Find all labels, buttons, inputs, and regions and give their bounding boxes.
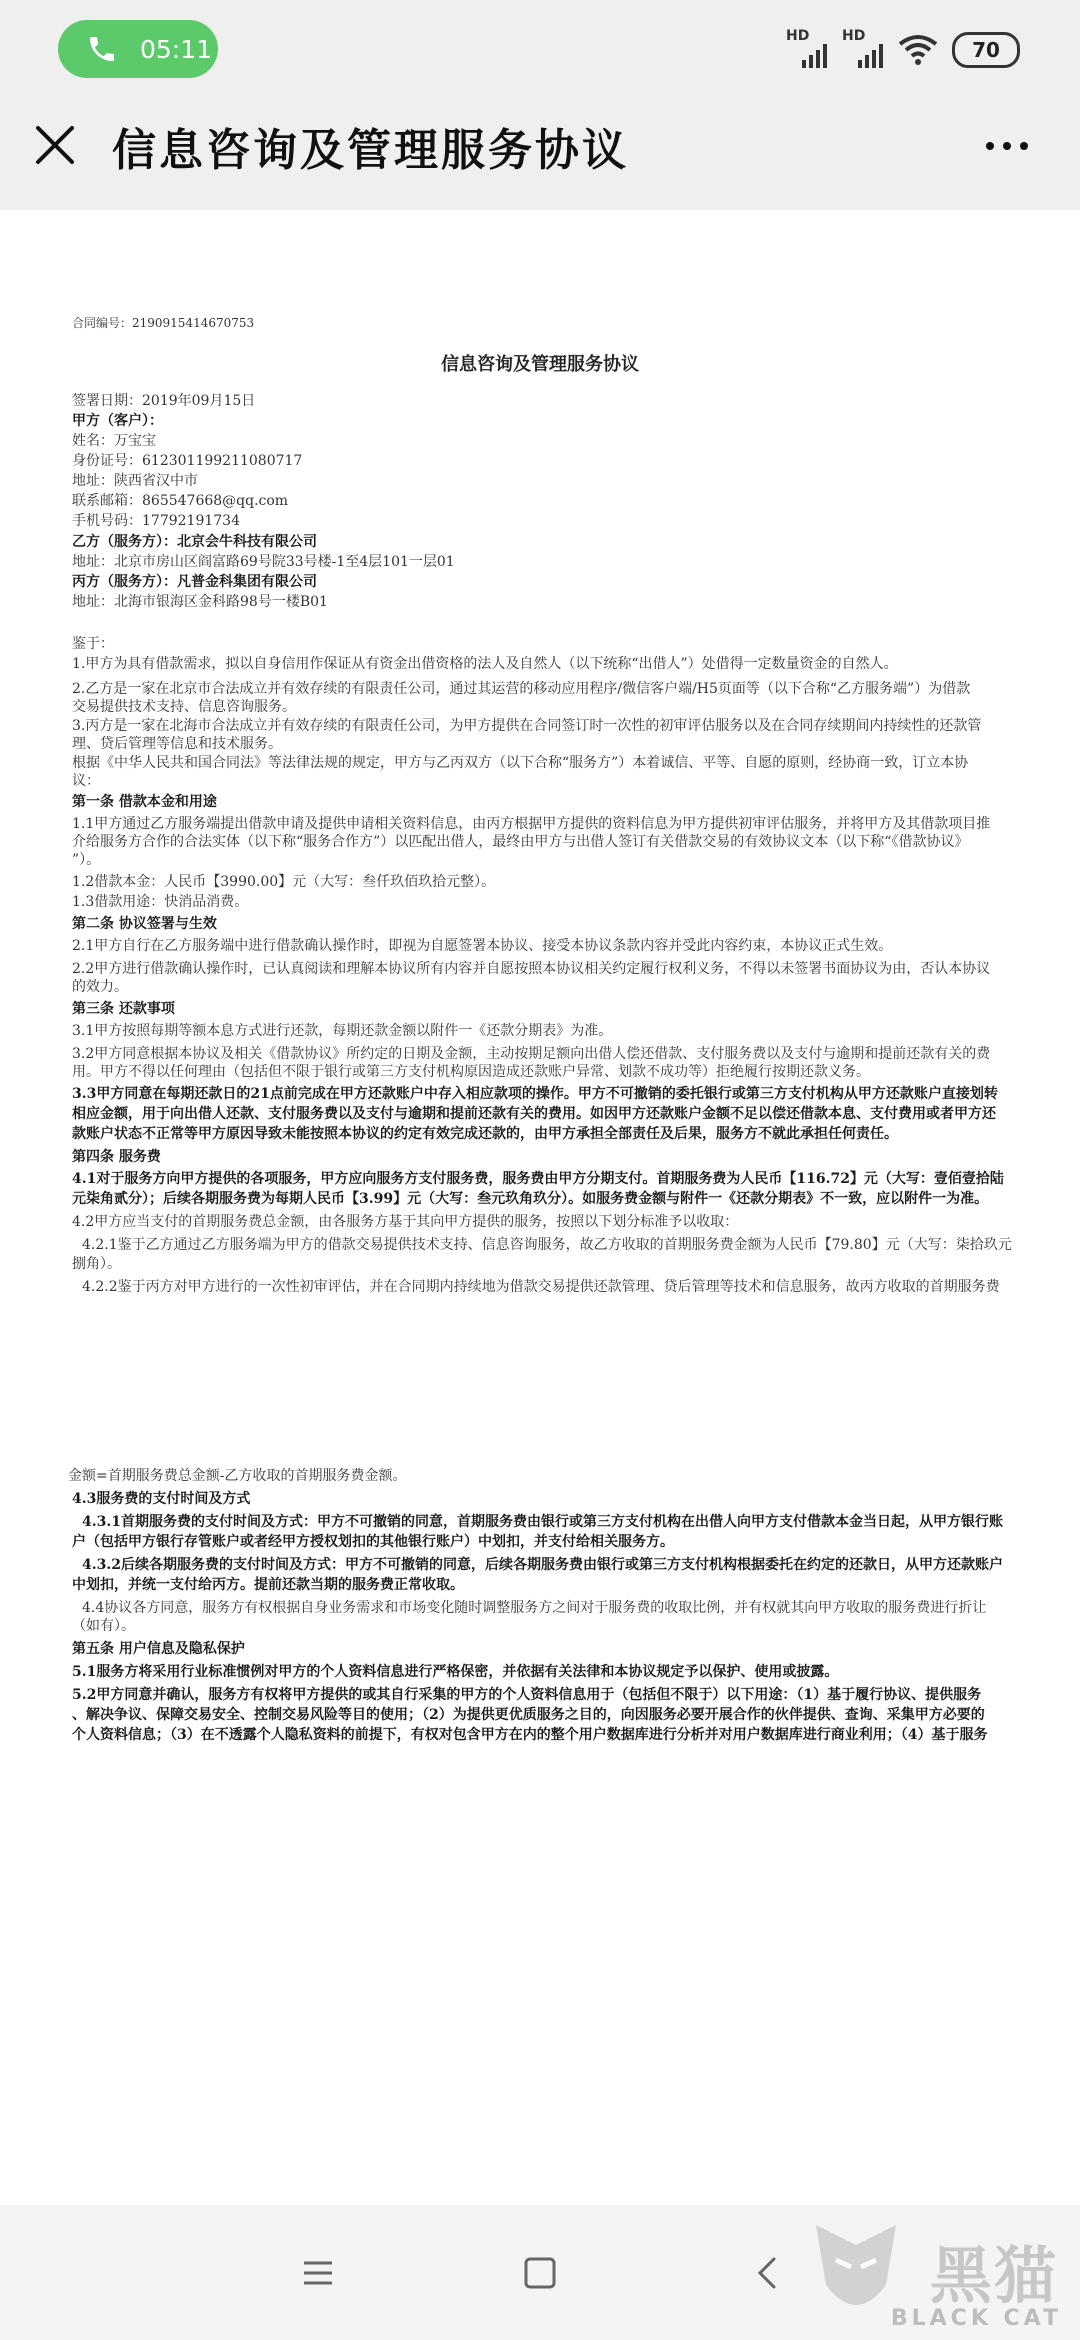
document-line: 3.3甲方同意在每期还款日的21点前完成在甲方还款账户中存入相应款项的操作。甲方不可撤销的委托银行或第三方支付机构从甲方还款账户直接划转 [72, 1086, 998, 1102]
document-line: 户（包括甲方银行存管账户或者经甲方授权划扣的其他银行账户）中划扣，并支付给相关服务方。 [72, 1534, 674, 1550]
document-line: 4.2.2鉴于丙方对甲方进行的一次性初审评估，并在合同期内持续地为借款交易提供还款管理、贷后管理等技术和信息服务，故丙方收取的首期服务费 [82, 1279, 1000, 1295]
document-line: 3.1甲方按照每期等额本息方式进行还款，每期还款金额以附件一《还款分期表》为准。 [72, 1023, 613, 1039]
document-line: 4.1对于服务方向甲方提供的各项服务，甲方应向服务方支付服务费，服务费由甲方分期支付。首期服务费为人民币【116.72】元（大写：壹佰壹拾陆 [72, 1171, 1004, 1187]
document-line: 丙方（服务方）：凡普金科集团有限公司 [72, 574, 317, 590]
document-line: 2.乙方是一家在北京市合法成立并有效存续的有限责任公司，通过其运营的移动应用程序/微信客户端/H5页面等（以下合称“乙方服务端”）为借款 [72, 681, 971, 697]
document-line: 4.3.2后续各期服务费的支付时间及方式：甲方不可撤销的同意，后续各期服务费由银行或第三方支付机构根据委托在约定的还款日，从甲方还款账户 [82, 1557, 1003, 1573]
document-line: 4.3.1首期服务费的支付时间及方式：甲方不可撤销的同意，首期服务费由银行或第三方支付机构在出借人向甲方支付借款本金当日起，从甲方银行账 [82, 1514, 1003, 1530]
document-line: 根据《中华人民共和国合同法》等法律法规的规定，甲方与乙丙双方（以下合称“服务方”）本着诚信、平等、自愿的原则，经协商一致，订立本协 [72, 755, 969, 771]
document-line: 金额=首期服务费总金额-乙方收取的首期服务费金额。 [68, 1468, 407, 1484]
ongoing-call-pill[interactable] [58, 20, 218, 78]
document-line: 2.2甲方进行借款确认操作时，已认真阅读和理解本协议所有内容并自愿按照本协议相关约定履行权利义务，不得以未签署书面协议为由，否认本协议 [72, 961, 991, 977]
contract-number: 合同编号：2190915414670753 [72, 316, 255, 330]
document-line: 1.甲方为具有借款需求，拟以自身信用作保证从有资金出借资格的法人及自然人（以下统称“出借人”）处借得一定数量资金的自然人。 [72, 656, 898, 672]
document-line: 4.2甲方应当支付的首期服务费总金额，由各服务方基于其向甲方提供的服务，按照以下划分标准予以收取： [72, 1214, 739, 1230]
document-line: 个人资料信息；（3）在不透露个人隐私资料的前提下，有权对包含甲方在内的整个用户数据库进行分析并对用户数据库进行商业利用；（4）基于服务 [72, 1727, 988, 1743]
signal-icon-1: HD [786, 32, 828, 68]
document-line: 用。甲方不得以任何理由（包括但不限于银行或第三方支付机构原因造成还款账户异常、划款不成功等）拒绝履行按期还款义务。 [72, 1064, 870, 1080]
status-icons [786, 26, 1020, 74]
document-line: 4.3服务费的支付时间及方式 [72, 1491, 251, 1507]
document-title: 信息咨询及管理服务协议 [441, 354, 639, 375]
more-options-icon[interactable] [982, 126, 1032, 166]
close-icon[interactable] [32, 122, 78, 168]
document-line: 交易提供技术支持、信息咨询服务。 [72, 699, 296, 715]
document-line: 的效力。 [72, 979, 128, 995]
document-line: 第五条 用户信息及隐私保护 [72, 1641, 245, 1657]
signal-icon-2: HD [842, 32, 884, 68]
document-line: （如有）。 [72, 1618, 135, 1634]
status-bar [0, 0, 1080, 100]
document-line: 1.3借款用途：快消品消费。 [72, 894, 249, 910]
document-line: 中划扣，并统一支付给丙方。提前还款当期的服务费正常收取。 [72, 1577, 464, 1593]
document-line: 1.1甲方通过乙方服务端提出借款申请及提供申请相关资料信息，由丙方根据甲方提供的资料信息为甲方提供初审评估服务，并将甲方及其借款项目推 [72, 816, 991, 832]
document-line: 元柒角贰分）；后续各期服务费为每期人民币【3.99】元（大写：叁元玖角玖分）。如服务费金额与附件一《还款分期表》不一致，应以附件一为准。 [72, 1191, 989, 1207]
document-line: 、解决争议、保障交易安全、控制交易风险等目的使用；（2）为提供更优质服务之目的，向因服务必要开展合作的伙伴提供、查询、采集甲方必要的 [72, 1707, 985, 1723]
document-line: 地址：陕西省汉中市 [72, 473, 198, 489]
document-line: 1.2借款本金：人民币【3990.00】元（大写：叁仟玖佰玖拾元整）。 [72, 874, 496, 890]
document-line: 第四条 服务费 [72, 1149, 161, 1165]
agreement-document[interactable] [0, 210, 1080, 2205]
document-line: 2.1甲方自行在乙方服务端中进行借款确认操作时，即视为自愿签署本协议、接受本协议条款内容并受此内容约束，本协议正式生效。 [72, 938, 893, 954]
document-line: 乙方（服务方）：北京会牛科技有限公司 [72, 534, 317, 550]
document-line: 签署日期：2019年09月15日 [72, 393, 256, 409]
document-line: 甲方（客户）： [72, 413, 163, 429]
battery-indicator: 70 [952, 32, 1020, 68]
document-line: 姓名：万宝宝 [72, 433, 156, 449]
back-chevron-icon[interactable] [740, 2245, 796, 2301]
document-line: 手机号码：17792191734 [72, 513, 240, 529]
wifi-icon [898, 34, 938, 66]
document-line: 第一条 借款本金和用途 [72, 794, 217, 810]
document-line: 款账户状态不正常等甲方原因导致未能按照本协议的约定有效完成还款的，由甲方承担全部责任及后果，服务方不就此承担任何责任。 [72, 1126, 898, 1142]
phone-icon [86, 33, 118, 65]
document-line: 鉴于： [72, 636, 114, 652]
menu-icon[interactable] [290, 2245, 346, 2301]
document-line: 4.2.1鉴于乙方通过乙方服务端为甲方的借款交易提供技术支持、信息咨询服务，故乙方收取的首期服务费金额为人民币【79.80】元（大写：柒拾玖元 [82, 1237, 1012, 1253]
title-bar [0, 100, 1080, 210]
document-line: 3.丙方是一家在北海市合法成立并有效存续的有限责任公司，为甲方提供在合同签订时一次性的初审评估服务以及在合同存续期间内持续性的还款管 [72, 718, 982, 734]
document-line: 3.2甲方同意根据本协议及相关《借款协议》所约定的日期及金额，主动按期足额向出借人偿还借款、支付服务费以及支付与逾期和提前还款有关的费 [72, 1046, 991, 1062]
document-line: 身份证号：612301199211080717 [72, 453, 303, 469]
document-line: 相应金额，用于向出借人还款、支付服务费以及支付与逾期和提前还款有关的费用。如因甲方还款账户金额不足以偿还借款本息、支付费用或者甲方还 [72, 1106, 996, 1122]
document-line: 地址：北海市银海区金科路98号一楼B01 [72, 594, 328, 610]
document-line: 地址：北京市房山区阎富路69号院33号楼-1至4层101一层01 [72, 554, 455, 570]
home-square-icon[interactable] [512, 2245, 568, 2301]
watermark-en: BLACK CAT [890, 2306, 1062, 2331]
document-line: 5.1服务方将采用行业标准惯例对甲方的个人资料信息进行严格保密，并依据有关法律和本协议规定予以保护、使用或披露。 [72, 1664, 839, 1680]
status-time: 05:11 [140, 34, 213, 64]
document-line: 理、贷后管理等信息和技术服务。 [72, 736, 282, 752]
document-line: 联系邮箱：865547668@qq.com [72, 493, 289, 509]
document-line: 第三条 还款事项 [72, 1001, 175, 1017]
page-title: 信息咨询及管理服务协议 [112, 125, 629, 176]
document-line: 介给服务方合作的合法实体（以下称“服务合作方”）以匹配出借人，最终由甲方与出借人签订有关借款交易的有效协议文本（以下称“《借款协议》 [72, 834, 969, 850]
document-line: 捌角）。 [72, 1256, 121, 1272]
document-line: 第二条 协议签署与生效 [72, 916, 217, 932]
watermark-cn: 黑猫 [929, 2239, 1058, 2312]
document-line: 议： [72, 773, 100, 789]
document-line: 4.4协议各方同意，服务方有权根据自身业务需求和市场变化随时调整服务方之间对于服务费的收取比例，并有权就其向甲方收取的服务费进行折让 [82, 1600, 987, 1616]
document-line: 5.2甲方同意并确认，服务方有权将甲方提供的或其自行采集的甲方的个人资料信息用于（包括但不限于）以下用途：（1）基于履行协议、提供服务 [72, 1687, 982, 1703]
document-line: ”）。 [72, 852, 101, 868]
